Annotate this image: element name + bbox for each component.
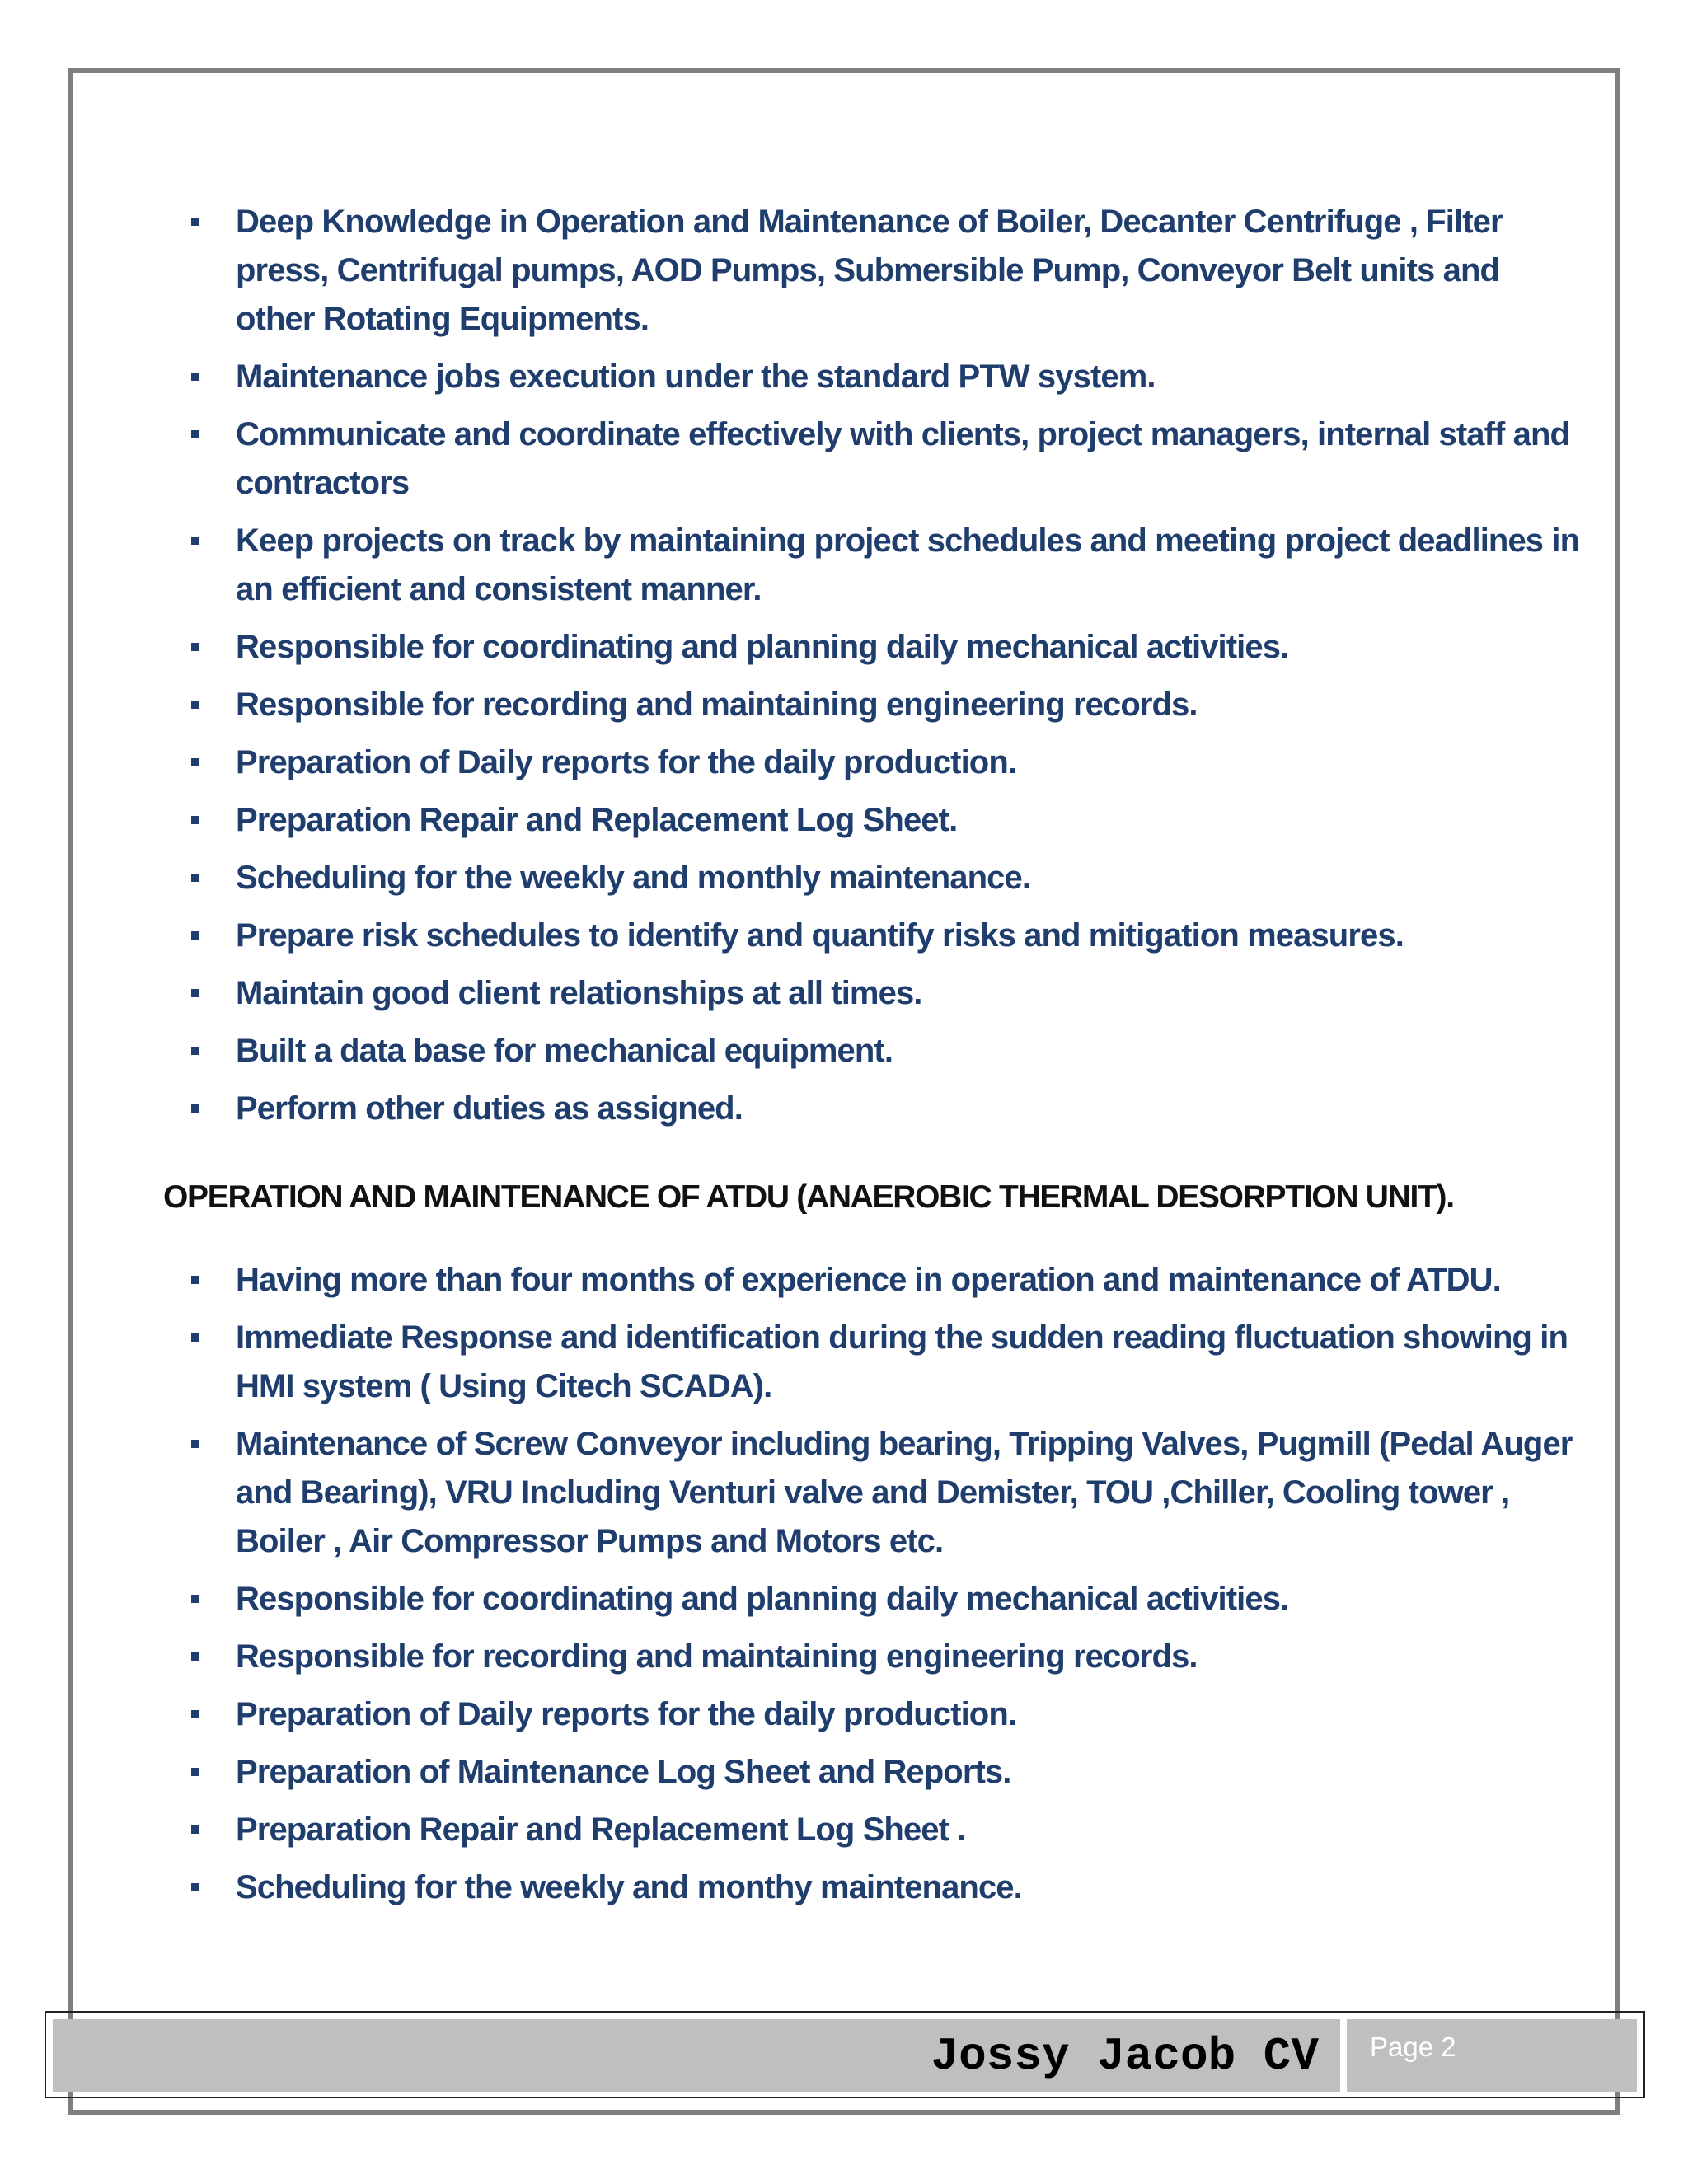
list-item-text: Prepare risk schedules to identify and quantify risks and mitigation measures. [236,917,1404,954]
list-item-text: Preparation Repair and Replacement Log Sheet. [236,802,958,838]
page-number: Page 2 [1370,2032,1456,2062]
square-bullet-icon [191,373,199,381]
list-item [165,1575,1582,1624]
list-item [165,1748,1582,1797]
list-item-text: Responsible for recording and maintaining engineering records. [236,687,1198,723]
list-item [165,1633,1582,1681]
square-bullet-icon [191,931,199,940]
square-bullet-icon [191,874,199,882]
square-bullet-icon [191,816,199,824]
list-item-text: Scheduling for the weekly and monthy maintenance. [236,1869,1022,1905]
square-bullet-icon [191,537,199,545]
square-bullet-icon [191,1440,199,1448]
list-item [165,681,1582,729]
square-bullet-icon [191,1595,199,1603]
square-bullet-icon [191,1333,199,1342]
list-item-text: Responsible for coordinating and planning daily mechanical activities. [236,1581,1289,1617]
list-item-text: Responsible for recording and maintaining engineering records. [236,1638,1198,1675]
list-item [165,1806,1582,1854]
list-item [165,623,1582,672]
square-bullet-icon [191,1710,199,1718]
square-bullet-icon [191,1104,199,1113]
list-item [165,738,1582,787]
square-bullet-icon [191,430,199,438]
list-item [165,353,1582,401]
list-item-text: Responsible for coordinating and planning daily mechanical activities. [236,629,1289,665]
list-item-text: Keep projects on track by maintaining project schedules and meeting project deadlines in an efficient and consistent manner. [236,523,1580,607]
list-item-text: Deep Knowledge in Operation and Maintenance of Boiler, Decanter Centrifuge , Filter press, Centrifugal pumps, AOD Pumps, Submersible Pump, Conveyor Belt units and other Rotating Equipments. [236,204,1503,337]
section-heading: OPERATION AND MAINTENANCE OF ATDU (ANAEROBIC THERMAL DESORPTION UNIT). [163,1179,1454,1215]
list-item-text: Preparation of Daily reports for the daily production. [236,1696,1017,1732]
list-item-text: Having more than four months of experience in operation and maintenance of ATDU. [236,1262,1501,1298]
list-item-text: Preparation Repair and Replacement Log Sheet . [236,1811,966,1848]
square-bullet-icon [191,218,199,226]
list-item [165,198,1582,344]
list-item [165,1027,1582,1076]
list-item-text: Maintain good client relationships at all times. [236,975,922,1011]
list-item [165,854,1582,902]
list-item-text: Maintenance jobs execution under the standard PTW system. [236,359,1156,395]
list-item-text: Scheduling for the weekly and monthly maintenance. [236,860,1031,896]
atdu-responsibilities-list [165,1256,1582,1912]
list-item-text: Preparation of Daily reports for the daily production. [236,744,1017,780]
list-item [165,410,1582,508]
list-item-text: Perform other duties as assigned. [236,1090,743,1127]
footer-divider [1340,2019,1347,2092]
square-bullet-icon [191,1047,199,1055]
list-item [165,1256,1582,1305]
square-bullet-icon [191,1883,199,1891]
list-item-text: Immediate Response and identification during the sudden reading fluctuation showing in HMI system ( Using Citech SCADA). [236,1319,1568,1404]
list-item [165,1690,1582,1739]
list-item [165,1863,1582,1912]
square-bullet-icon [191,701,199,709]
list-item [165,1420,1582,1566]
list-item [165,517,1582,614]
square-bullet-icon [191,1652,199,1661]
list-item [165,1314,1582,1411]
square-bullet-icon [191,1768,199,1776]
list-item-text: Communicate and coordinate effectively with clients, project managers, internal staff and contractors [236,416,1570,501]
list-item-text: Preparation of Maintenance Log Sheet and Reports. [236,1754,1011,1790]
footer-cv-title: Jossy Jacob CV [931,2030,1319,2083]
square-bullet-icon [191,1825,199,1834]
square-bullet-icon [191,1276,199,1284]
list-item [165,796,1582,845]
list-item [165,969,1582,1018]
list-item [165,912,1582,960]
list-item-text: Maintenance of Screw Conveyor including bearing, Tripping Valves, Pugmill (Pedal Auger and Bearing), VRU Including Venturi valve and Demister, TOU ,Chiller, Cooling tower , Boiler , Air Compressor Pumps and Motors etc. [236,1426,1573,1559]
square-bullet-icon [191,989,199,997]
page-content [165,198,1582,1921]
square-bullet-icon [191,758,199,766]
list-item-text: Built a data base for mechanical equipment. [236,1033,893,1069]
square-bullet-icon [191,643,199,651]
list-item [165,1085,1582,1133]
responsibilities-list [165,198,1582,1133]
